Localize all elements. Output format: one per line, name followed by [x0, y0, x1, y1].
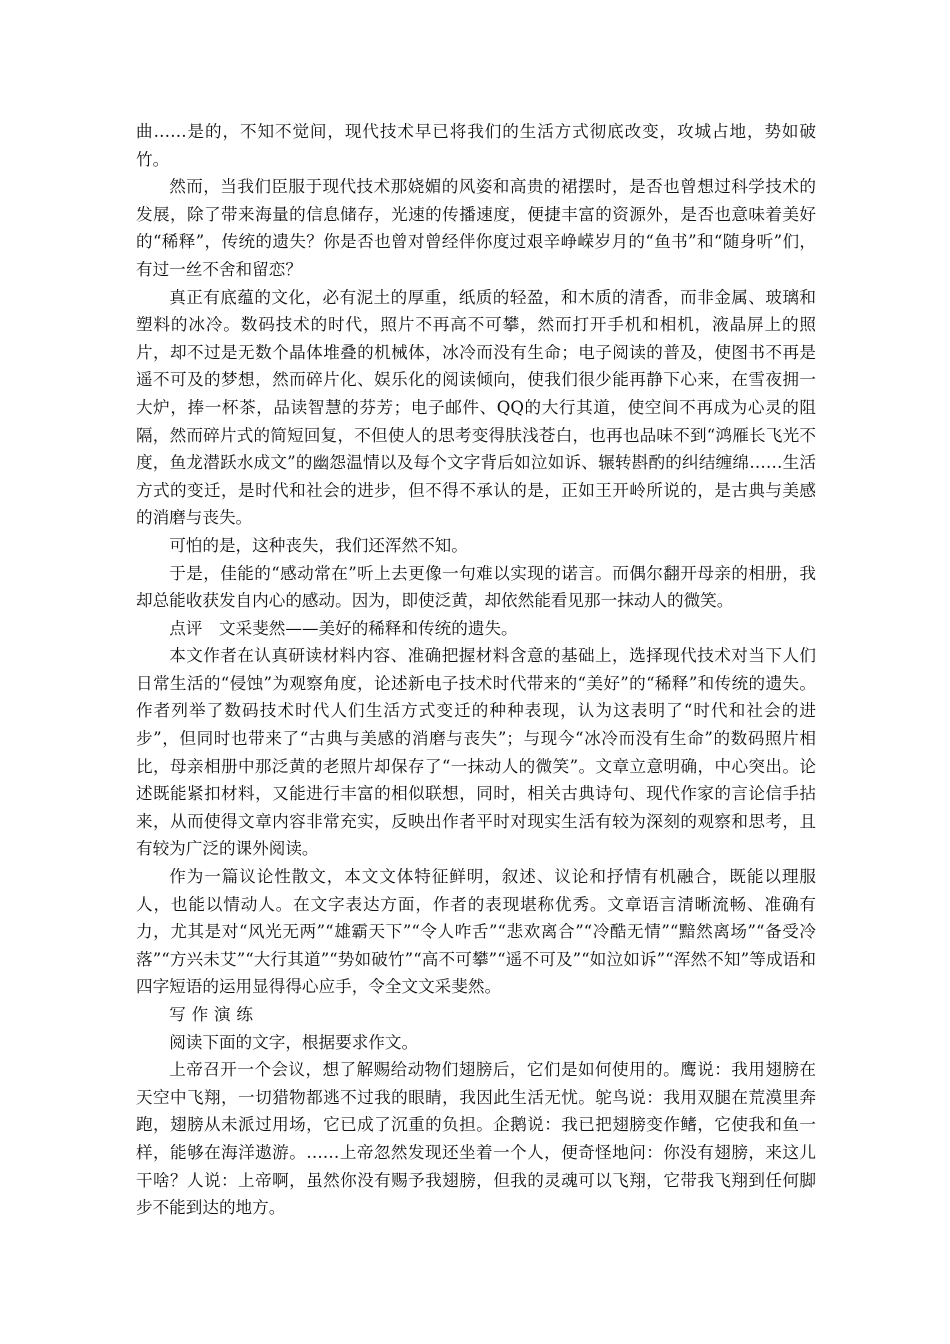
paragraph-loss-unaware: 可怕的是，这种丧失，我们还浑然不知。	[169, 535, 468, 555]
document-body	[136, 118, 816, 1222]
paragraph-comment-title: 点评 文采斐然——美好的稀释和传统的遗失。	[169, 618, 518, 638]
paragraph-culture-digital: 真正有底蕴的文化，必有泥土的厚重，纸质的轻盈，和木质的清香，而非金属、玻璃和塑料的冰冷。数码技术的时代，照片不再高不可攀，然而打开手机和相机，液晶屏上的照片，却不过是无数个晶体堆叠的机械体，冰冷而没有生命；电子阅读的普及，使图书不再是遥不可及的梦想，然而碎片化、娱乐化的阅读倾向，使我们很少能再静下心来，在雪夜拥一大炉，捧一杯茶，品读智慧的芬芳；电子邮件、QQ的大行其道，使空间不再成为心灵的阻隔，然而碎片式的简短回复，不但使人的思考变得肤浅苍白，也再也品味不到“鸿雁长飞光不度，鱼龙潜跃水成文”的幽怨温情以及每个文字背后如泣如诉、辗转斟酌的纠结缠绵……生活方式的变迁，是时代和社会的进步，但不得不承认的是，正如王开岭所说的，是古典与美感的消磨与丧失。	[136, 287, 816, 528]
paragraph-comment-style: 作为一篇议论性散文，本文文体特征鲜明，叙述、议论和抒情有机融合，既能以理服人，也能以情动人。在文字表达方面，作者的表现堪称优秀。文章语言清晰流畅、准确有力，尤其是对“风光无两”“雄霸天下”“令人咋舌”“悲欢离合”“冷酷无情”“黯然离场”“备受冷落”“方兴未艾”“大行其道”“势如破竹”“高不可攀”“遥不可及”“如泣如诉”“浑然不知”等成语和四字短语的运用显得得心应手，令全文文采斐然。	[136, 867, 816, 997]
paragraph-instructions: 阅读下面的文字，根据要求作文。	[169, 1032, 419, 1052]
paragraph-comment-content: 本文作者在认真研读材料内容、准确把握材料含意的基础上，选择现代技术对当下人们日常生活的“侵蚀”为观察角度，论述新电子技术时代带来的“美好”的“稀释”和传统的遗失。作者列举了数码技术时代人们生活方式变迁的种种表现，认为这表明了“时代和社会的进步”，但同时也带来了“古典与美感的消磨与丧失”；与现今“冰冷而没有生命”的数码照片相比，母亲相册中那泛黄的老照片却保存了“一抹动人的微笑”。文章立意明确，中心突出。论述既能紧扣材料，又能进行丰富的相似联想，同时，相关古典诗句、现代作家的言论信手拈来，从而使得文章内容非常充实，反映出作者平时对现实生活有较为深刻的观察和思考，且有较为广泛的课外阅读。	[136, 646, 816, 859]
section-heading-writing-practice: 写作演练	[169, 1005, 259, 1024]
paragraph-continuation: 曲……是的，不知不觉间，现代技术早已将我们的生活方式彻底改变，攻城占地，势如破竹。	[136, 122, 816, 169]
paragraph-technology-question: 然而，当我们臣服于现代技术那娆媚的风姿和高贵的裙摆时，是否也曾想过科学技术的发展，除了带来海量的信息储存，光速的传播速度，便捷丰富的资源外，是否也意味着美好的“稀释”，传统的遗失？你是否也曾对曾经伴你度过艰辛峥嵘岁月的“鱼书”和“随身听”们，有过一丝不舍和留恋？	[136, 177, 816, 279]
paragraph-mother-album: 于是，佳能的“感动常在”听上去更像一句难以实现的诺言。而偶尔翻开母亲的相册，我却总能收获发自内心的感动。因为，即使泛黄，却依然能看见那一抹动人的微笑。	[136, 563, 816, 611]
paragraph-wings-story: 上帝召开一个会议，想了解赐给动物们翅膀后，它们是如何使用的。鹰说：我用翅膀在天空中飞翔，一切猎物都逃不过我的眼睛，我因此生活无忧。鸵鸟说：我用双腿在荒漠里奔跑，翅膀从未派过用场，它已成了沉重的负担。企鹅说：我已把翅膀变作鳍，它使我和鱼一样，能够在海洋遨游。……上帝忽然发现还坐着一个人，便奇怪地问：你没有翅膀，来这儿干啥？人说：上帝啊，虽然你没有赐予我翅膀，但我的灵魂可以飞翔，它带我飞翔到任何脚步不能到达的地方。	[136, 1060, 816, 1218]
